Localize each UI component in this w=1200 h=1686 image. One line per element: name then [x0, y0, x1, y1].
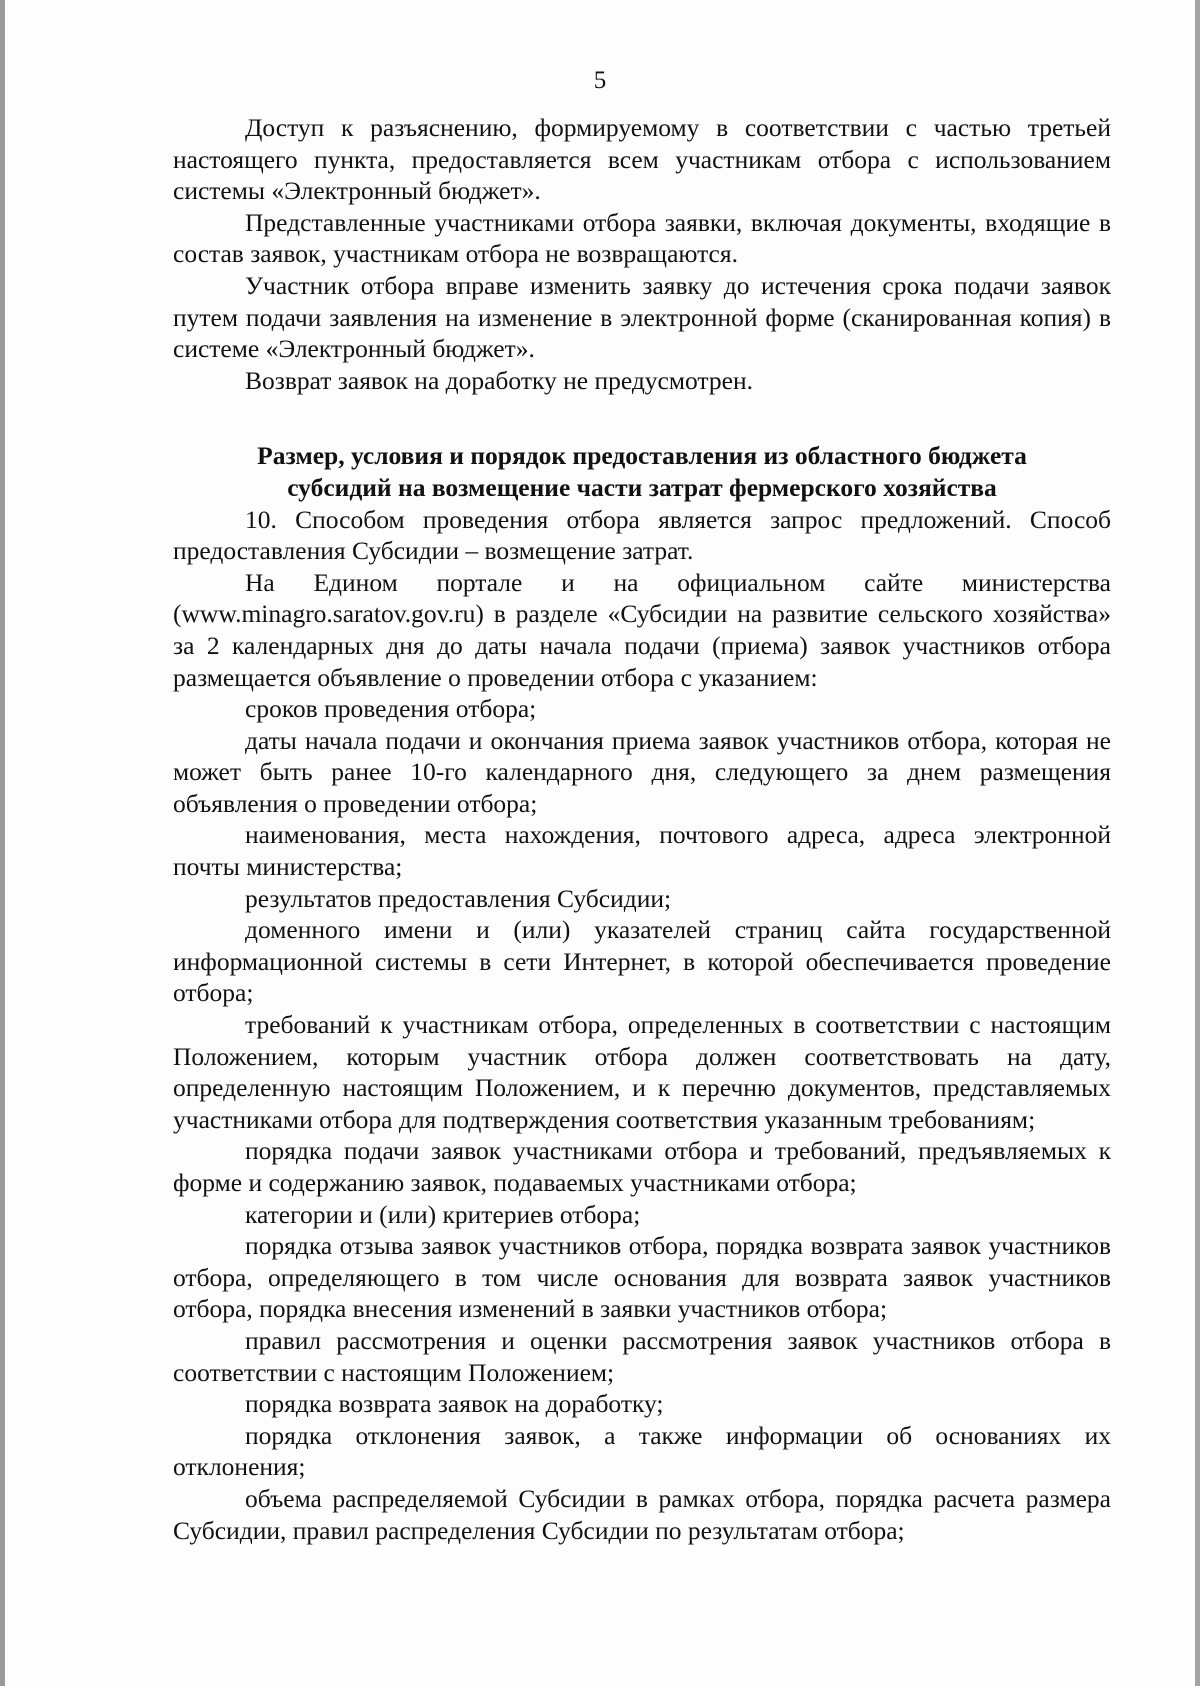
- list-item: объема распределяемой Субсидии в рамках отбора, порядка расчета размера Субсидии, правил распределения Субсидии по результатам отбора;: [173, 1483, 1111, 1545]
- list-item: правил рассмотрения и оценки рассмотрения заявок участников отбора в соответствии с настоящим Положением;: [173, 1325, 1111, 1387]
- paragraph: Представленные участниками отбора заявки, включая документы, входящие в состав заявок, участникам отбора не возвращаются.: [173, 207, 1111, 269]
- list-item: результатов предоставления Субсидии;: [245, 883, 672, 913]
- paragraph: 10. Способом проведения отбора является запрос предложений. Способ предоставления Субсидии – возмещение затрат.: [173, 504, 1111, 566]
- page-number: 5: [593, 67, 607, 94]
- list-item: даты начала подачи и окончания приема заявок участников отбора, которая не может быть ранее 10-го календарного дня, следующего за днем размещения объявления о проведении отбора;: [173, 725, 1111, 818]
- list-item: порядка возврата заявок на доработку;: [245, 1389, 664, 1419]
- list-item: доменного имени и (или) указателей страниц сайта государственной информационной системы в сети Интернет, в которой обеспечивается проведение отбора;: [173, 915, 1111, 1008]
- section-heading: Размер, условия и порядок предоставления из областного бюджета субсидий на возмещение части затрат фермерского хозяйства: [257, 441, 1027, 502]
- list-item: порядка отзыва заявок участников отбора, порядка возврата заявок участников отбора, определяющего в том числе основания для возврата заявок участников отбора, порядка внесения изменений в заявки участников отбора;: [173, 1231, 1111, 1324]
- list-item: наименования, места нахождения, почтового адреса, адреса электронной почты министерства;: [173, 820, 1111, 882]
- list-item: сроков проведения отбора;: [245, 694, 537, 724]
- paragraph: Возврат заявок на доработку не предусмотрен.: [245, 365, 753, 395]
- document-body: [173, 112, 1111, 1546]
- paragraph: Участник отбора вправе изменить заявку до истечения срока подачи заявок путем подачи заявления на изменение в электронной форме (сканированная копия) в системе «Электронный бюджет».: [173, 270, 1111, 364]
- list-item: порядка подачи заявок участниками отбора и требований, предъявляемых к форме и содержанию заявок, подаваемых участниками отбора;: [173, 1136, 1111, 1197]
- paragraph: На Едином портале и на официальном сайте министерства (www.minagro.saratov.gov.ru) в разделе «Субсидии на развитие сельского хозяйства» за 2 календарных дня до даты начала подачи (приема) заявок участников отбора размещается объявление о проведении отбора с указанием:: [173, 567, 1111, 692]
- paragraph: Доступ к разъяснению, формируемому в соответствии с частью третьей настоящего пункта, предоставляется всем участникам отбора с использованием системы «Электронный бюджет».: [173, 113, 1111, 206]
- list-item: категории и (или) критериев отбора;: [245, 1199, 641, 1229]
- scan-edge-right: [1195, 0, 1200, 1686]
- list-item: требований к участникам отбора, определенных в соответствии с настоящим Положением, которым участник отбора должен соответствовать на дату, определенную настоящим Положением, и к перечню документов, представляемых участниками отбора для подтверждения соответствия указанным требованиям;: [173, 1010, 1111, 1134]
- list-item: порядка отклонения заявок, а также информации об основаниях их отклонения;: [173, 1420, 1111, 1482]
- scan-edge-left: [0, 0, 5, 1686]
